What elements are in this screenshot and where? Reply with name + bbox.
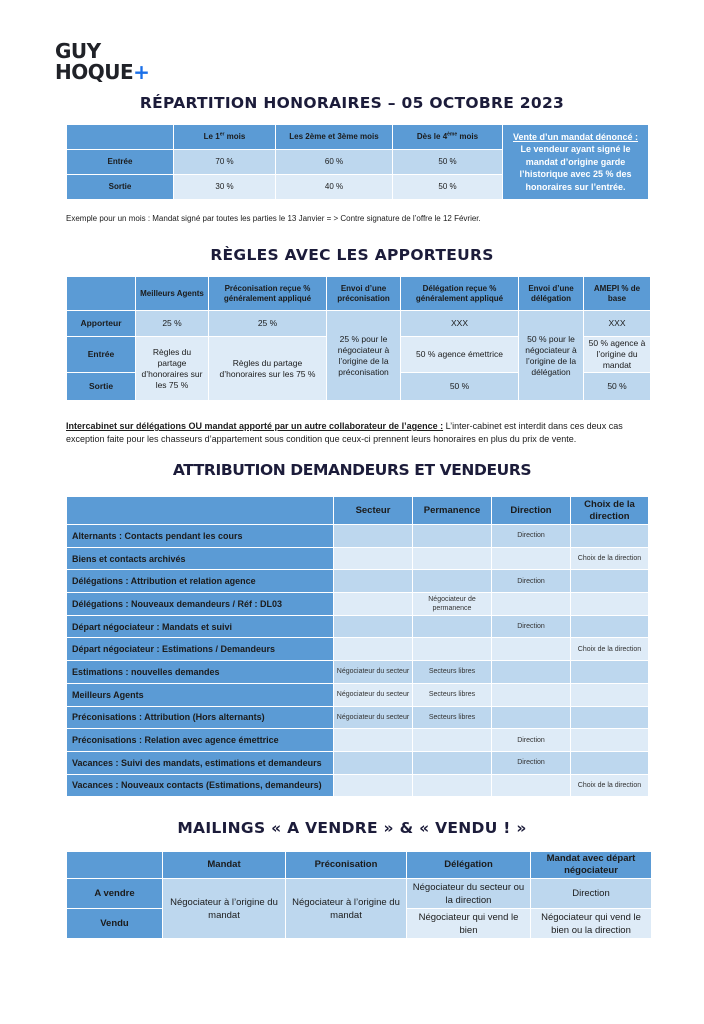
cell-value xyxy=(334,751,413,774)
header-mandat: Mandat xyxy=(163,852,286,879)
cell-value: Secteurs libres xyxy=(413,661,492,684)
table-row xyxy=(67,570,649,593)
cell-value xyxy=(413,774,492,797)
cell-delegation-sortie: 50 % xyxy=(401,373,519,401)
cell-value xyxy=(492,683,571,706)
cell-value xyxy=(334,729,413,752)
cell-value xyxy=(413,729,492,752)
header-text: mois xyxy=(457,132,479,141)
table-row xyxy=(67,525,649,548)
cell-value xyxy=(571,570,649,593)
cell-preconisation: Négociateur à l’origine du mandat xyxy=(286,879,407,939)
cell-depart-vendu: Négociateur qui vend le bien ou la direction xyxy=(531,909,652,939)
section-title-repartition: RÉPARTITION HONORAIRES – 05 OCTOBRE 2023 xyxy=(139,94,565,112)
cell-value xyxy=(334,547,413,570)
logo-line-1: GUY xyxy=(55,39,101,63)
cell-value: 50 % xyxy=(393,175,503,200)
header-envoi-preconisation: Envoi d’une préconisation xyxy=(327,277,401,311)
cell-value: Négociateur du secteur xyxy=(334,683,413,706)
cell-value xyxy=(571,615,649,638)
header-empty xyxy=(67,277,136,311)
attribution-rows xyxy=(67,525,649,797)
header-empty xyxy=(67,125,174,150)
cell-value: Choix de la direction xyxy=(571,547,649,570)
cell-envoi-delegation: 50 % pour le négociateur à l’origine de la délégation xyxy=(519,311,584,401)
header-direction: Direction xyxy=(492,497,571,525)
header-preconisation-recue: Préconisation reçue % généralement appliqué xyxy=(209,277,327,311)
row-label: Départ négociateur : Estimations / Demandeurs xyxy=(67,638,334,661)
header-preconisation: Préconisation xyxy=(286,852,407,879)
header-secteur: Secteur xyxy=(334,497,413,525)
cell-value: 50 % xyxy=(393,150,503,175)
row-label: Départ négociateur : Mandats et suivi xyxy=(67,615,334,638)
table-row xyxy=(67,879,652,909)
cell-delegation-vendu: Négociateur qui vend le bien xyxy=(407,909,531,939)
header-empty xyxy=(67,497,334,525)
row-label-vendu: Vendu xyxy=(67,909,163,939)
plus-icon: + xyxy=(133,60,150,84)
cell-value xyxy=(492,706,571,729)
row-label: Délégations : Attribution et relation agence xyxy=(67,570,334,593)
header-choix-direction: Choix de la direction xyxy=(571,497,649,525)
section-title-mailings: MAILINGS « A VENDRE » & « VENDU ! » xyxy=(177,819,527,837)
cell-value: Négociateur de permanence xyxy=(413,593,492,616)
note-title: Vente d’un mandat dénoncé : xyxy=(512,131,638,142)
cell-value xyxy=(413,547,492,570)
cell-value: Choix de la direction xyxy=(571,774,649,797)
table-row xyxy=(67,774,649,797)
cell-value xyxy=(334,774,413,797)
row-label: Meilleurs Agents xyxy=(67,683,334,706)
header-empty xyxy=(67,852,163,879)
guy-hoquet-logo xyxy=(55,41,149,83)
header-amepi: AMEPI % de base xyxy=(584,277,651,311)
cell-preconisation-partage: Règles du partage d’honoraires sur les 75 % xyxy=(209,337,327,401)
table-row xyxy=(67,661,649,684)
cell-value: 30 % xyxy=(174,175,276,200)
cell-value xyxy=(492,547,571,570)
table-row xyxy=(67,547,649,570)
cell-value xyxy=(571,683,649,706)
attribution-table xyxy=(66,496,649,797)
cell-value xyxy=(413,570,492,593)
cell-value: Négociateur du secteur xyxy=(334,661,413,684)
row-label: Vacances : Suivi des mandats, estimations et demandeurs xyxy=(67,751,334,774)
header-text: Le 1 xyxy=(203,132,220,141)
header-second-third-month: Les 2ème et 3ème mois xyxy=(276,125,393,150)
cell-value: Direction xyxy=(492,751,571,774)
cell-value xyxy=(571,706,649,729)
cell-mandat: Négociateur à l’origine du mandat xyxy=(163,879,286,939)
cell-meilleurs-agents-partage: Règles du partage d’honoraires sur les 75 % xyxy=(136,337,209,401)
cell-value xyxy=(413,638,492,661)
cell-delegation-a-vendre: Négociateur du secteur ou la direction xyxy=(407,879,531,909)
cell-envoi-preconisation: 25 % pour le négociateur à l’origine de la préconisation xyxy=(327,311,401,401)
table-row xyxy=(67,311,651,337)
table-row xyxy=(67,751,649,774)
cell-value xyxy=(492,593,571,616)
row-label: Alternants : Contacts pendant les cours xyxy=(67,525,334,548)
row-label-apporteur: Apporteur xyxy=(67,311,136,337)
row-label-entree: Entrée xyxy=(67,150,174,175)
cell-value xyxy=(334,638,413,661)
mandat-denonce-note xyxy=(503,125,649,200)
table-header-row xyxy=(67,497,649,525)
header-sup: ème xyxy=(447,131,458,138)
apporteurs-table xyxy=(66,276,651,401)
table-row xyxy=(67,638,649,661)
cell-value: XXX xyxy=(584,311,651,337)
cell-value: Direction xyxy=(492,615,571,638)
cell-value: Direction xyxy=(492,729,571,752)
header-text: mois xyxy=(224,132,246,141)
header-sup: er xyxy=(219,131,225,138)
note-body: Le vendeur ayant signé le mandat d’origine garde l’historique avec 25 % des honoraires sur l’entrée. xyxy=(519,144,632,192)
paragraph-title: Intercabinet sur délégations OU mandat apporté par un autre collaborateur de l’agence : xyxy=(66,421,444,431)
cell-value: 25 % xyxy=(136,311,209,337)
cell-value xyxy=(334,593,413,616)
table-row xyxy=(67,706,649,729)
cell-value xyxy=(492,774,571,797)
cell-value xyxy=(413,615,492,638)
cell-value xyxy=(492,661,571,684)
cell-value xyxy=(571,729,649,752)
cell-value xyxy=(334,615,413,638)
row-label: Délégations : Nouveaux demandeurs / Réf : DL03 xyxy=(67,593,334,616)
paragraph-body: L’inter-cabinet est interdit dans ces deux cas exception faite pour les chasseurs d’appartement sous condition que ceux-ci prennent leurs honoraires en plus du prix de vente. xyxy=(66,421,623,444)
logo-text: HOQUE xyxy=(55,60,134,84)
row-label-sortie: Sortie xyxy=(67,373,136,401)
header-text: Dès le 4 xyxy=(416,132,448,141)
row-label: Vacances : Nouveaux contacts (Estimations, demandeurs) xyxy=(67,774,334,797)
table-header-row xyxy=(67,125,649,150)
cell-value: Secteurs libres xyxy=(413,706,492,729)
cell-value: XXX xyxy=(401,311,519,337)
cell-value: Direction xyxy=(492,525,571,548)
row-label: Estimations : nouvelles demandes xyxy=(67,661,334,684)
cell-depart-a-vendre: Direction xyxy=(531,879,652,909)
cell-value: Choix de la direction xyxy=(571,638,649,661)
cell-value xyxy=(571,751,649,774)
intercabinet-paragraph xyxy=(66,420,650,446)
header-meilleurs-agents: Meilleurs Agents xyxy=(136,277,209,311)
cell-value: 60 % xyxy=(276,150,393,175)
cell-value xyxy=(571,593,649,616)
table-row xyxy=(67,683,649,706)
cell-value: Secteurs libres xyxy=(413,683,492,706)
cell-value: 70 % xyxy=(174,150,276,175)
row-label-a-vendre: A vendre xyxy=(67,879,163,909)
example-text: Exemple pour un mois : Mandat signé par toutes les parties le 13 Janvier = > Contre signature de l’offre le 12 Février. xyxy=(66,214,481,223)
header-envoi-delegation: Envoi d’une délégation xyxy=(519,277,584,311)
cell-amepi-entree: 50 % agence à l’origine du mandat xyxy=(584,337,651,373)
row-label: Préconisations : Relation avec agence émettrice xyxy=(67,729,334,752)
section-title-attribution: ATTRIBUTION DEMANDEURS ET VENDEURS xyxy=(172,461,532,479)
cell-value: Direction xyxy=(492,570,571,593)
logo-line-2 xyxy=(55,62,149,83)
header-first-month xyxy=(174,125,276,150)
row-label: Biens et contacts archivés xyxy=(67,547,334,570)
cell-value: 25 % xyxy=(209,311,327,337)
cell-value xyxy=(413,751,492,774)
cell-value xyxy=(492,638,571,661)
cell-delegation-entree: 50 % agence émettrice xyxy=(401,337,519,373)
cell-amepi-sortie: 50 % xyxy=(584,373,651,401)
header-delegation-recue: Délégation reçue % généralement appliqué xyxy=(401,277,519,311)
table-header-row xyxy=(67,852,652,879)
cell-value: 40 % xyxy=(276,175,393,200)
header-fourth-month xyxy=(393,125,503,150)
header-permanence: Permanence xyxy=(413,497,492,525)
repartition-table xyxy=(66,124,649,200)
row-label-entree: Entrée xyxy=(67,337,136,373)
section-title-apporteurs: RÈGLES AVEC LES APPORTEURS xyxy=(210,246,494,264)
cell-value xyxy=(334,570,413,593)
row-label-sortie: Sortie xyxy=(67,175,174,200)
table-row xyxy=(67,593,649,616)
table-row xyxy=(67,729,649,752)
cell-value: Négociateur du secteur xyxy=(334,706,413,729)
table-row xyxy=(67,615,649,638)
cell-value xyxy=(413,525,492,548)
row-label: Préconisations : Attribution (Hors alternants) xyxy=(67,706,334,729)
cell-value xyxy=(334,525,413,548)
header-delegation: Délégation xyxy=(407,852,531,879)
cell-value xyxy=(571,525,649,548)
header-mandat-depart: Mandat avec départ négociateur xyxy=(531,852,652,879)
mailings-table xyxy=(66,851,652,939)
cell-value xyxy=(571,661,649,684)
table-header-row xyxy=(67,277,651,311)
